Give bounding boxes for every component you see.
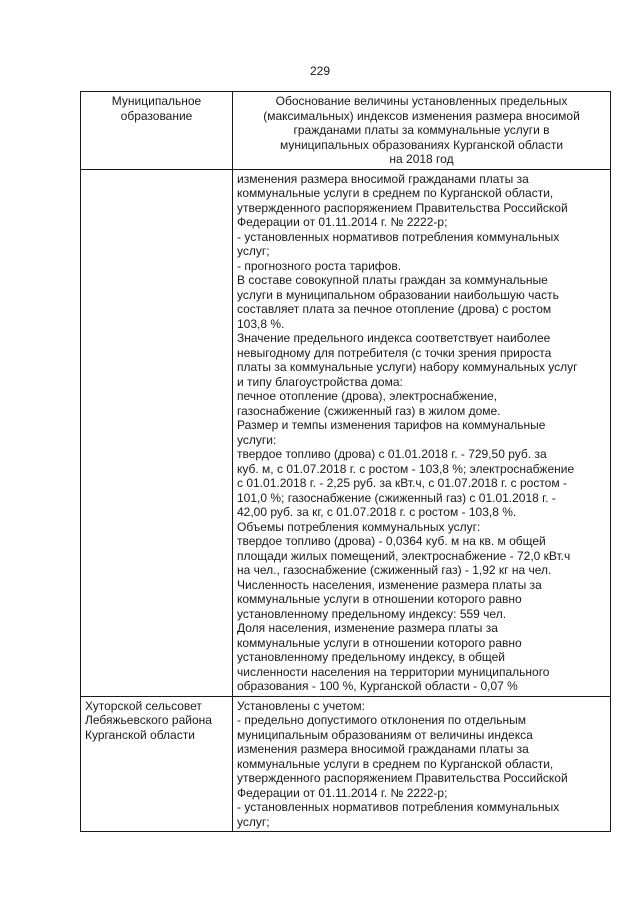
municipality-line: Хуторской сельсовет (85, 698, 202, 713)
header-justification-line: на 2018 год (389, 152, 454, 166)
justification-line: изменения размера вносимой гражданами платы за (237, 742, 529, 756)
justification-line: услуг; (237, 814, 270, 829)
justification-line: 42,00 руб. за кг, с 01.07.2018 г. с ростом - 103,8 %. (237, 505, 517, 519)
justification-line: печное отопление (дрова), электроснабжение, (237, 389, 498, 403)
header-justification-line: Обоснование величины установленных предельных (275, 94, 568, 108)
justification-line: услуг; (237, 244, 270, 258)
justification-line: 103,8 %. (237, 316, 285, 331)
justification-line: образования - 100 %, Курганской области - 0,07 % (237, 679, 518, 693)
justification-line: Доля населения, изменение размера платы за (237, 621, 498, 635)
justification-line: услуги: (237, 432, 277, 447)
justification-line: твердое топливо (дрова) - 0,0364 куб. м на кв. м общей (237, 534, 546, 548)
municipality-cell (81, 169, 233, 696)
justification-line: составляет плата за печное отопление (дрова) с ростом (237, 302, 552, 316)
header-justification-line: гражданами платы за коммунальные услуги в (293, 123, 550, 137)
justification-line: утвержденного распоряжением Правительства Российской (237, 771, 568, 785)
justification-line: площади жилых помещений, электроснабжение - 72,0 кВт.ч (237, 548, 571, 563)
justification-cell (233, 169, 611, 696)
justification-line: газоснабжение (сжиженный газ) в жилом доме. (237, 403, 501, 418)
justification-line: Установлены с учетом: (237, 698, 365, 713)
justification-line: и типу благоустройства дома: (237, 374, 403, 389)
justification-line: Федерации от 01.11.2014 г. № 2222-р; (237, 785, 448, 800)
justification-line: изменения размера вносимой гражданами платы за (237, 171, 529, 186)
header-municipality (81, 92, 233, 170)
municipality-line: Курганской области (85, 727, 195, 742)
justification-line: муниципальным образованиям от величины индекса (237, 727, 533, 742)
justification-line: с 01.01.2018 г. - 2,25 руб. за кВт.ч, с 01.07.2018 г. с ростом - (237, 476, 567, 490)
justification-line: коммунальные услуги в среднем по Курганской области, (237, 186, 554, 200)
justification-line: Значение предельного индекса соответствует наиболее (237, 331, 551, 345)
justification-line: утвержденного распоряжением Правительства Российской (237, 200, 568, 215)
justification-line: В составе совокупной платы граждан за коммунальные (237, 273, 548, 287)
header-municipality-line: Муниципальное (111, 94, 202, 108)
justification-line: услуги в муниципальном образовании наибольшую часть (237, 287, 559, 302)
justification-line: невыгодному для потребителя (с точки зрения прироста (237, 345, 552, 360)
municipality-line: Лебяжьевского района (85, 713, 212, 727)
justification-cell (233, 696, 611, 832)
justification-line: платы за коммунальные услуги) набору коммунальных услуг (237, 360, 578, 374)
justification-line: Размер и темпы изменения тарифов на коммунальные (237, 418, 546, 432)
justification-line: коммунальные услуги в отношении которого равно (237, 635, 522, 650)
header-justification-line: муниципальных образованиях Курганской области (279, 137, 564, 152)
justification-line: численности населения на территории муниципального (237, 664, 550, 679)
table-header-row (81, 92, 611, 170)
justification-line: - прогнозного роста тарифов. (237, 258, 402, 273)
justification-line: Численность населения, изменение размера платы за (237, 577, 542, 592)
justification-line: - установленных нормативов потребления коммунальных (237, 229, 560, 244)
header-municipality-line: образование (120, 108, 193, 123)
justification-line: - предельно допустимого отклонения по отдельным (237, 713, 526, 727)
justification-line: Федерации от 01.11.2014 г. № 2222-р; (237, 215, 448, 229)
header-justification-line: (максимальных) индексов изменения размера вносимой (263, 108, 580, 123)
justification-line: коммунальные услуги в отношении которого равно (237, 592, 522, 606)
justification-line: 101,0 %; газоснабжение (сжиженный газ) с 01.01.2018 г. - (237, 490, 556, 505)
header-justification (233, 92, 611, 170)
tariff-justification-table (80, 91, 611, 832)
justification-line: коммунальные услуги в среднем по Курганской области, (237, 756, 554, 771)
justification-line: установленному предельному индексу: 559 чел. (237, 606, 507, 621)
justification-line: куб. м, с 01.07.2018 г. с ростом - 103,8 %; электроснабжение (237, 461, 575, 476)
table-row (81, 696, 611, 832)
justification-line: на чел., газоснабжение (сжиженный газ) - 1,92 кг на чел. (237, 563, 552, 577)
justification-line: - установленных нормативов потребления коммунальных (237, 800, 560, 814)
table-row (81, 169, 611, 696)
municipality-cell (81, 696, 233, 832)
justification-line: Объемы потребления коммунальных услуг: (237, 519, 481, 534)
justification-line: твердое топливо (дрова) с 01.01.2018 г. - 729,50 руб. за (237, 447, 547, 461)
justification-line: установленному предельному индексу, в общей (237, 650, 505, 664)
page-number: 229 (309, 64, 331, 78)
